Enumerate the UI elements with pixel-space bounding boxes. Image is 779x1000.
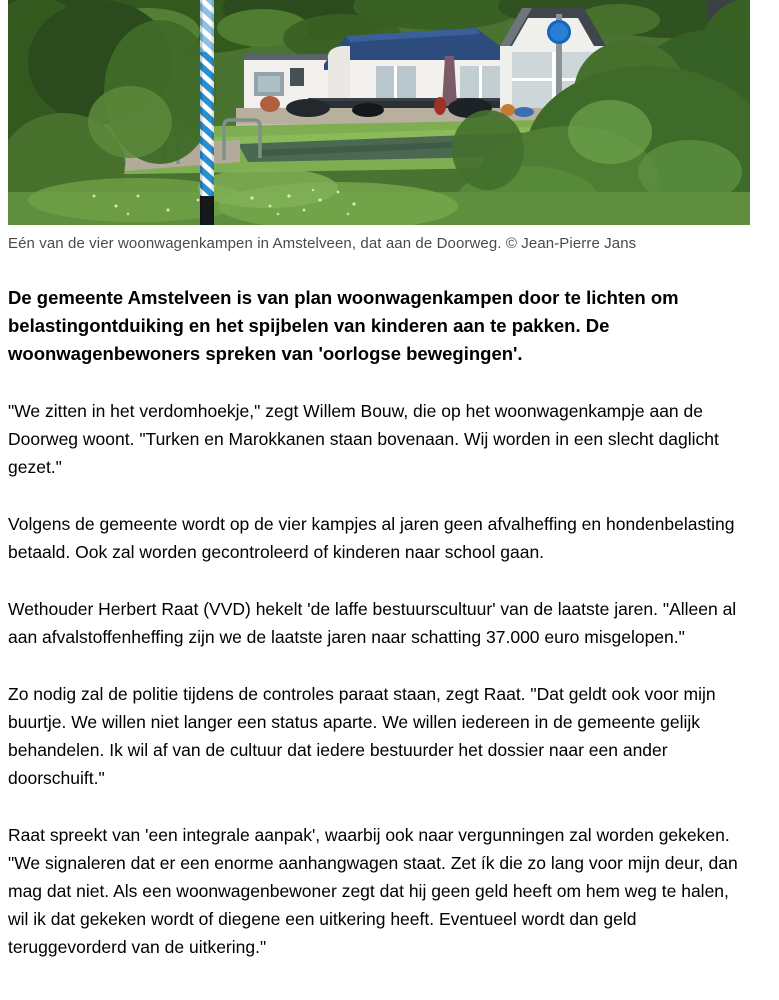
article-paragraph: Raat spreekt van 'een integrale aanpak', waarbij ook naar vergunningen zal worden gekeken. "We signaleren dat er een enorme aanhangwagen staat. Zet ík die zo lang voor mijn deur, dan mag dat niet. Als een woonwagenbewoner zegt dat hij geen geld heeft om hem weg te halen, wil ik dat gekeken wordt of diegene een uitkering heeft. Eventueel wordt dan geld teruggevorderd van de uitkering." [8,825,738,957]
article-body [0,284,779,961]
striped-pole [200,0,214,225]
article-paragraph: Wethouder Herbert Raat (VVD) hekelt 'de laffe bestuurscultuur' van de laatste jaren. "Alleen al aan afvalstoffenheffing zijn we de laatste jaren naar schatting 37.000 euro misgelopen." [8,599,737,647]
photo-caption [8,234,750,254]
article-intro: De gemeente Amstelveen is van plan woonwagenkampen door te lichten om belastingontduiking en het spijbelen van kinderen aan te pakken. De woonwagenbewoners spreken van 'oorlogse bewegingen'. [8,287,679,364]
article-paragraph: Zo nodig zal de politie tijdens de controles paraat staan, zegt Raat. "Dat geldt ook voor mijn buurtje. We willen niet langer een status aparte. We willen iedereen in de gemeente gelijk behandelen. Ik wil af van de cultuur dat iedere bestuurder het dossier naar een ander doorschuift." [8,684,716,788]
photo-credit: © Jean-Pierre Jans [505,235,637,252]
photo-caption-text: Eén van de vier woonwagenkampen in Amstelveen, dat aan de Doorweg. [8,235,502,252]
caravan-park-photo-illustration [8,0,750,225]
article-paragraph: "We zitten in het verdomhoekje," zegt Willem Bouw, die op het woonwagenkampje aan de Doorweg woont. "Turken en Marokkanen staan bovenaan. Wij worden in een slecht daglicht gezet." [8,401,719,477]
article-paragraph: Volgens de gemeente wordt op de vier kampjes al jaren geen afvalheffing en hondenbelasting betaald. Ook zal worden gecontroleerd of kinderen naar school gaan. [8,514,735,562]
article-photo [8,0,750,225]
article-figure [8,0,750,254]
